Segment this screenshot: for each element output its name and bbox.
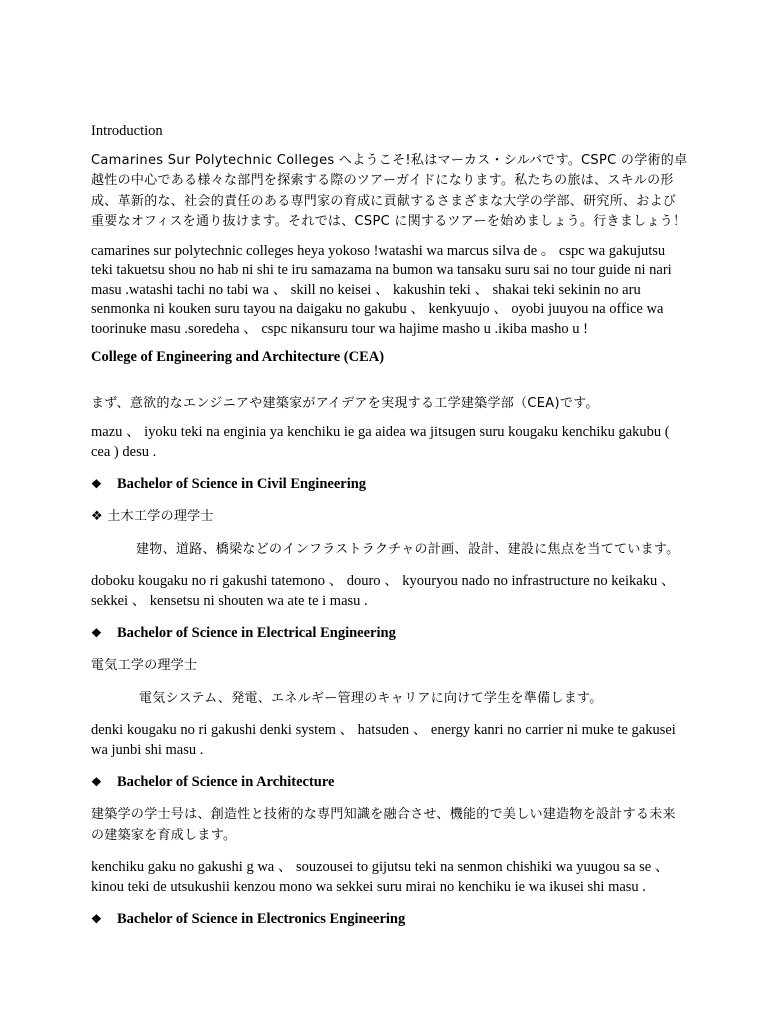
architecture-heading bbox=[91, 774, 688, 791]
diamond-bullet-icon: ❖ bbox=[91, 775, 102, 789]
electrical-jp-title: 電気工学の理学士 bbox=[91, 658, 198, 673]
civil-heading bbox=[91, 476, 688, 493]
electrical-romaji: denki kougaku no ri gakushi denki system 、 hatsuden 、 energy kanri no carrier ni muke te gakusei wa junbi shi masu . bbox=[91, 722, 676, 758]
cea-romaji-paragraph: mazu 、 iyoku teki na enginia ya kenchiku ie ga aidea wa jitsugen suru kougaku kenchiku gakubu ( cea ) desu . bbox=[91, 424, 670, 460]
intro-title: Introduction bbox=[91, 123, 163, 139]
diamond-bullet-icon: ❖ bbox=[91, 477, 102, 491]
civil-jp-description: 建物、道路、橋梁などのインフラストラクチャの計画、設計、建設に焦点を当てています。 bbox=[136, 541, 680, 557]
electrical-title: Bachelor of Science in Electrical Engineering bbox=[117, 625, 396, 641]
electrical-heading bbox=[91, 625, 688, 642]
electrical-jp-description: 電気システム、発電、エネルギー管理のキャリアに向けて学生を準備します。 bbox=[139, 690, 603, 706]
civil-title: Bachelor of Science in Civil Engineering bbox=[117, 476, 367, 492]
diamond-bullet-icon: ❖ bbox=[91, 626, 102, 640]
electronics-heading bbox=[91, 911, 688, 928]
architecture-title: Bachelor of Science in Architecture bbox=[117, 774, 335, 790]
cea-heading: College of Engineering and Architecture (CEA) bbox=[91, 349, 385, 365]
cea-jp-paragraph: まず、意欲的なエンジニアや建築家がアイデアを実現する工学建築学部（CEA)です。 bbox=[91, 395, 599, 411]
intro-romaji-paragraph: camarines sur polytechnic colleges heya yokoso !watashi wa marcus silva de 。 cspc wa gakujutsu teki takuetsu shou no hab ni shi te iru samazama na bumon wa tansaku suru sai no tour guide ni nari masu .watashi tachi no tabi wa 、 skill no keisei 、 kakushin teki 、 shakai teki sekinin no aru senmonka ni kouken suru tayou na daigaku no gakubu 、 kenkyuujo 、 oyobi juuyou na office wa toorinuke masu .soredeha 、 cspc nikansuru tour wa hajime masho u .ikiba masho u ! bbox=[91, 242, 672, 337]
architecture-romaji: kenchiku gaku no gakushi g wa 、 souzousei to gijutsu teki na senmon chishiki wa yuugou sa se 、 kinou teki de utsukushii kenzou mono wa sekkei suru mirai no kenchiku ie wa ikusei shi masu . bbox=[91, 859, 670, 895]
civil-romaji: doboku kougaku no ri gakushi tatemono 、 douro 、 kyouryou nado no infrastructure no keikaku 、 sekkei 、 kensetsu ni shouten wa ate te i masu . bbox=[91, 573, 676, 609]
electronics-title: Bachelor of Science in Electronics Engineering bbox=[117, 911, 406, 927]
intro-jp-paragraph: Camarines Sur Polytechnic Colleges へようこそ!私はマーカス・シルバです。CSPC の学術的卓越性の中心である様々な部門を探索する際のツアーガイドになります。私たちの旅は、スキルの形成、革新的な、社会的責任のある専門家の育成に貢献するさまざまな大学の学部、研究所、および重要なオフィスを通り抜けます。それでは、CSPC に関するツアーを始めましょう。行きましょう！ bbox=[91, 152, 688, 229]
architecture-jp-description: 建築学の学士号は、創造性と技術的な専門知識を融合させ、機能的で美しい建造物を設計する未来の建築家を育成します。 bbox=[91, 807, 676, 843]
civil-jp-title: ❖ 土木工学の理学士 bbox=[91, 509, 214, 524]
diamond-bullet-icon: ❖ bbox=[91, 912, 102, 926]
